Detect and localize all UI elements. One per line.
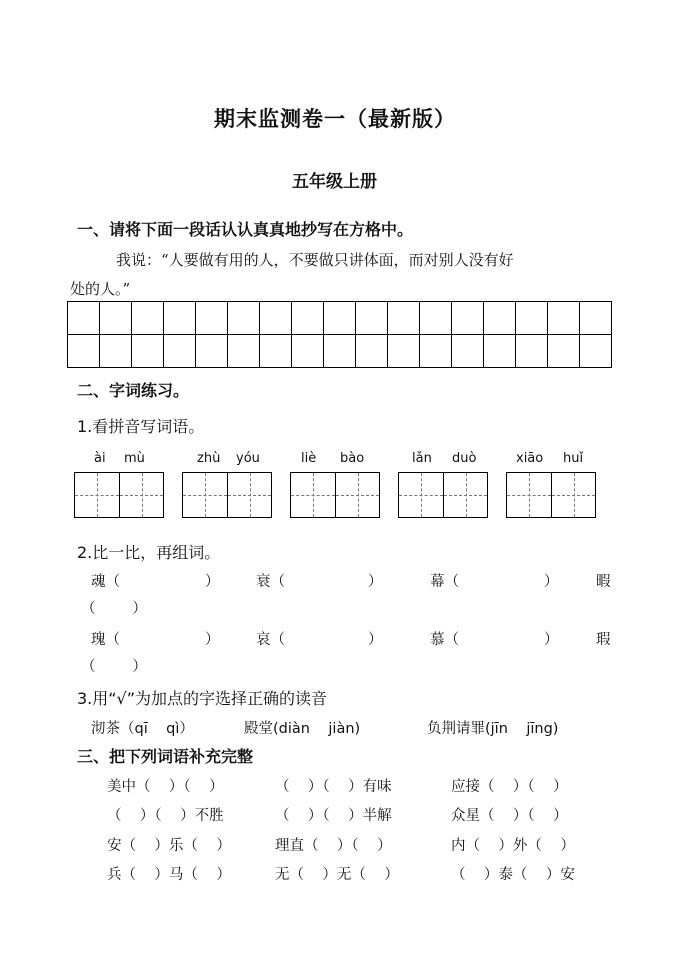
idiom-item: （ ）（ ）有味 bbox=[275, 779, 392, 795]
grid-row bbox=[68, 335, 612, 368]
compare-char: 瑕 bbox=[596, 632, 611, 648]
tianzige-box-1[interactable] bbox=[74, 472, 164, 518]
compare-bracket: ） bbox=[205, 574, 220, 590]
tianzige-box-3[interactable] bbox=[290, 472, 380, 518]
pinyin: mù bbox=[124, 451, 145, 466]
section2-heading: 二、字词练习。 bbox=[77, 381, 190, 400]
idiom-item: 众星（ ）（ ） bbox=[451, 808, 568, 824]
compare-char: 暇 bbox=[596, 574, 611, 590]
idiom-item: 美中（ ）（ ） bbox=[107, 779, 224, 795]
pinyin: xiāo bbox=[516, 451, 544, 466]
compare-char: 瑰（ bbox=[91, 632, 120, 648]
compare-bracket-cont: （ ） bbox=[81, 659, 147, 675]
tianzige-box-4[interactable] bbox=[398, 472, 488, 518]
compare-bracket: ） bbox=[368, 632, 383, 648]
idiom-item: 安（ ）乐（ ） bbox=[107, 838, 231, 854]
pinyin: yóu bbox=[236, 451, 260, 466]
idiom-item: （ ）泰（ ）安 bbox=[451, 867, 575, 883]
compare-char: 幕（ bbox=[430, 574, 459, 590]
reading-item: 负荆请罪(jīn jīng) bbox=[427, 721, 559, 737]
pinyin: lǎn bbox=[412, 451, 432, 466]
compare-char: 慕（ bbox=[430, 632, 459, 648]
compare-bracket: ） bbox=[368, 574, 383, 590]
pinyin: duò bbox=[452, 451, 477, 466]
pinyin: ài bbox=[94, 451, 106, 466]
idiom-item: 理直（ ）（ ） bbox=[275, 838, 392, 854]
compare-bracket-cont: （ ） bbox=[81, 601, 147, 617]
compare-char: 衰（ bbox=[256, 574, 285, 590]
idiom-item: 兵（ ）马（ ） bbox=[107, 867, 231, 883]
q2-heading: 2.比一比，再组词。 bbox=[77, 543, 221, 562]
copy-passage-line1: 我说：“人要做有用的人，不要做只讲体面，而对别人没有好 bbox=[116, 251, 514, 269]
idiom-item: （ ）（ ）不胜 bbox=[107, 808, 224, 824]
section1-heading: 一、请将下面一段话认认真真地抄写在方格中。 bbox=[77, 220, 414, 239]
idiom-item: 应接（ ）（ ） bbox=[451, 779, 568, 795]
section3-heading: 三、把下列词语补充完整 bbox=[77, 747, 254, 766]
pinyin: liè bbox=[301, 451, 317, 466]
tianzige-box-2[interactable] bbox=[182, 472, 272, 518]
grid-row bbox=[68, 302, 612, 335]
reading-item: 沏茶（qī qì） bbox=[91, 721, 194, 737]
page-title: 期末监测卷一（最新版） bbox=[214, 107, 456, 131]
compare-char: 魂（ bbox=[91, 574, 120, 590]
page-subtitle: 五年级上册 bbox=[292, 172, 377, 192]
q1-heading: 1.看拼音写词语。 bbox=[77, 417, 205, 436]
pinyin: bào bbox=[340, 451, 365, 466]
compare-bracket: ） bbox=[544, 574, 559, 590]
tianzige-box-5[interactable] bbox=[506, 472, 596, 518]
reading-item: 殿堂(diàn jiàn) bbox=[244, 721, 361, 737]
pinyin: huǐ bbox=[563, 451, 584, 466]
pinyin: zhù bbox=[197, 451, 221, 466]
idiom-item: （ ）（ ）半解 bbox=[275, 808, 392, 824]
q3-heading: 3.用“√”为加点的字选择正确的读音 bbox=[77, 689, 328, 708]
compare-bracket: ） bbox=[544, 632, 559, 648]
compare-bracket: ） bbox=[205, 632, 220, 648]
idiom-item: 无（ ）无（ ） bbox=[275, 867, 399, 883]
compare-char: 哀（ bbox=[256, 632, 285, 648]
idiom-item: 内（ ）外（ ） bbox=[451, 838, 575, 854]
copy-passage-line2: 处的人。” bbox=[70, 280, 131, 298]
copy-writing-grid[interactable] bbox=[67, 301, 612, 368]
